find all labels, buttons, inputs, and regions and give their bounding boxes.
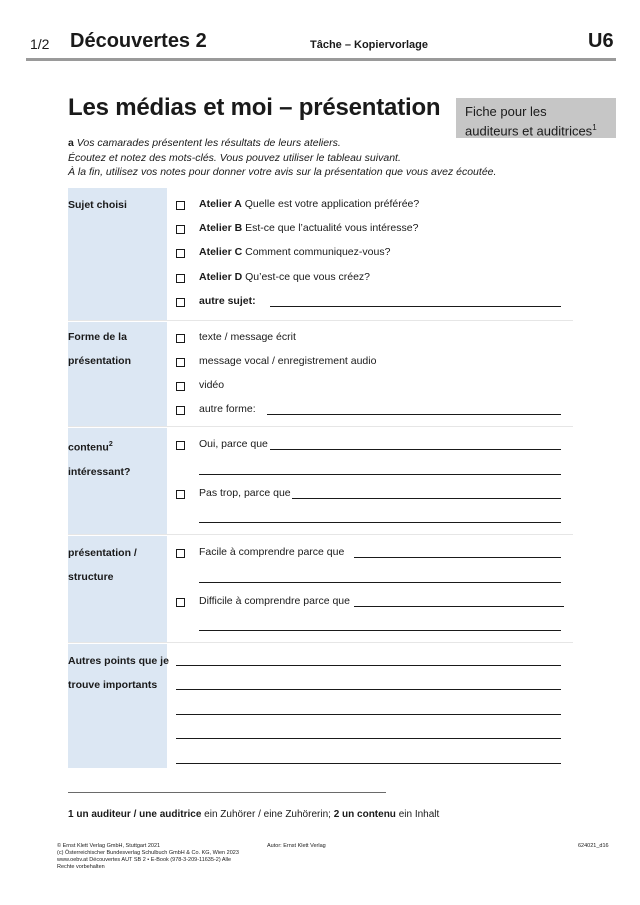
footnote-divider (68, 792, 386, 793)
checkbox-autre-sujet[interactable] (176, 298, 185, 307)
fiche-line1: Fiche pour les (465, 104, 547, 119)
option-pas-trop: Pas trop, parce que (199, 487, 291, 499)
checkbox-atelier-c[interactable] (176, 249, 185, 258)
write-line[interactable] (292, 498, 561, 499)
write-line[interactable] (354, 606, 564, 607)
row-label-sujet: Sujet choisi (68, 199, 127, 211)
fiche-box (456, 98, 616, 138)
page-number: 1/2 (30, 36, 50, 52)
write-line[interactable] (354, 557, 561, 558)
option-video: vidéo (199, 379, 225, 391)
row-label-contenu: contenu$^2$ intéressant? (68, 441, 131, 478)
checkbox-video[interactable] (176, 382, 185, 391)
row-divider (68, 534, 573, 535)
author-credit: Autor: Ernst Klett Verlag (267, 843, 326, 849)
write-line[interactable] (176, 689, 561, 690)
checkbox-pas-trop[interactable] (176, 490, 185, 499)
page-title: Les médias et moi – présentation (68, 94, 441, 121)
write-line[interactable] (176, 665, 561, 666)
option-autre-sujet: autre sujet: (199, 295, 256, 307)
document-code: 624021_d16 (578, 843, 609, 849)
row-divider (68, 426, 573, 427)
write-line[interactable] (270, 449, 561, 450)
row-label-forme: Forme de la présentation (68, 331, 132, 367)
checkbox-difficile[interactable] (176, 598, 185, 607)
write-line[interactable] (176, 738, 561, 739)
copyright-credits: © Ernst Klett Verlag GmbH, Stuttgart 2021 (c) Österreichischer Bundesverlag Schulbuch GmbH & Co. KG, Wien 2023 www.oebv.at Découvertes AUT SB 2 • E-Book (978-3-209-11635-2) Alle Rechte vorbehalten (57, 843, 239, 870)
row-label-structure: présentation / structure (68, 547, 137, 583)
checkbox-facile[interactable] (176, 549, 185, 558)
option-texte: texte / message écrit (199, 331, 296, 343)
write-line-autre-sujet[interactable] (270, 306, 561, 307)
checkbox-oui[interactable] (176, 441, 185, 450)
instruction-line3: À la fin, utilisez vos notes pour donner votre avis sur la présentation que vous avez écoutée. (68, 166, 497, 178)
instruction-letter: a (68, 137, 74, 149)
footnote: 1 un auditeur / une auditrice ein Zuhörer / eine Zuhörerin; 2 un contenu ein Inhalt (68, 809, 440, 820)
write-line[interactable] (199, 474, 561, 475)
instruction-line1: Vos camarades présentent les résultats de leurs ateliers. (76, 137, 341, 149)
instruction-line2: Écoutez et notez des mots-clés. Vous pouvez utiliser le tableau suivant. (68, 151, 401, 164)
checkbox-message-vocal[interactable] (176, 358, 185, 367)
fiche-line2: auditeurs et auditrices (465, 123, 593, 139)
row-label-autres: Autres points que je trouve importants (68, 655, 169, 691)
write-line[interactable] (199, 630, 561, 631)
header-divider (26, 58, 616, 61)
option-facile: Facile à comprendre parce que (199, 546, 345, 558)
book-title: Découvertes 2 (70, 30, 207, 52)
option-message-vocal: message vocal / enregistrement audio (199, 355, 377, 367)
option-atelier-b: Atelier B Est-ce que l’actualité vous intéresse? (199, 222, 419, 234)
checkbox-atelier-b[interactable] (176, 225, 185, 234)
write-line[interactable] (199, 522, 561, 523)
option-autre-forme: autre forme: (199, 403, 256, 415)
header-subtitle: Tâche – Kopiervorlage (310, 39, 428, 51)
row-divider (68, 320, 573, 321)
option-atelier-a: Atelier A Quelle est votre application préférée? (199, 198, 420, 210)
write-line[interactable] (176, 714, 561, 715)
option-atelier-c: Atelier C Comment communiquez-vous? (199, 246, 391, 258)
row-divider (68, 642, 573, 643)
checkbox-atelier-d[interactable] (176, 274, 185, 283)
option-oui: Oui, parce que (199, 438, 268, 450)
option-atelier-d: Atelier D Qu’est-ce que vous créez? (199, 271, 371, 283)
write-line[interactable] (176, 763, 561, 764)
write-line-autre-forme[interactable] (267, 414, 561, 415)
checkbox-texte[interactable] (176, 334, 185, 343)
fiche-footnote-ref: 1 (592, 123, 597, 132)
checkbox-atelier-a[interactable] (176, 201, 185, 210)
checkbox-autre-forme[interactable] (176, 406, 185, 415)
instructions (68, 136, 496, 180)
unit-label: U6 (588, 30, 614, 52)
option-difficile: Difficile à comprendre parce que (199, 595, 350, 607)
write-line[interactable] (199, 582, 561, 583)
